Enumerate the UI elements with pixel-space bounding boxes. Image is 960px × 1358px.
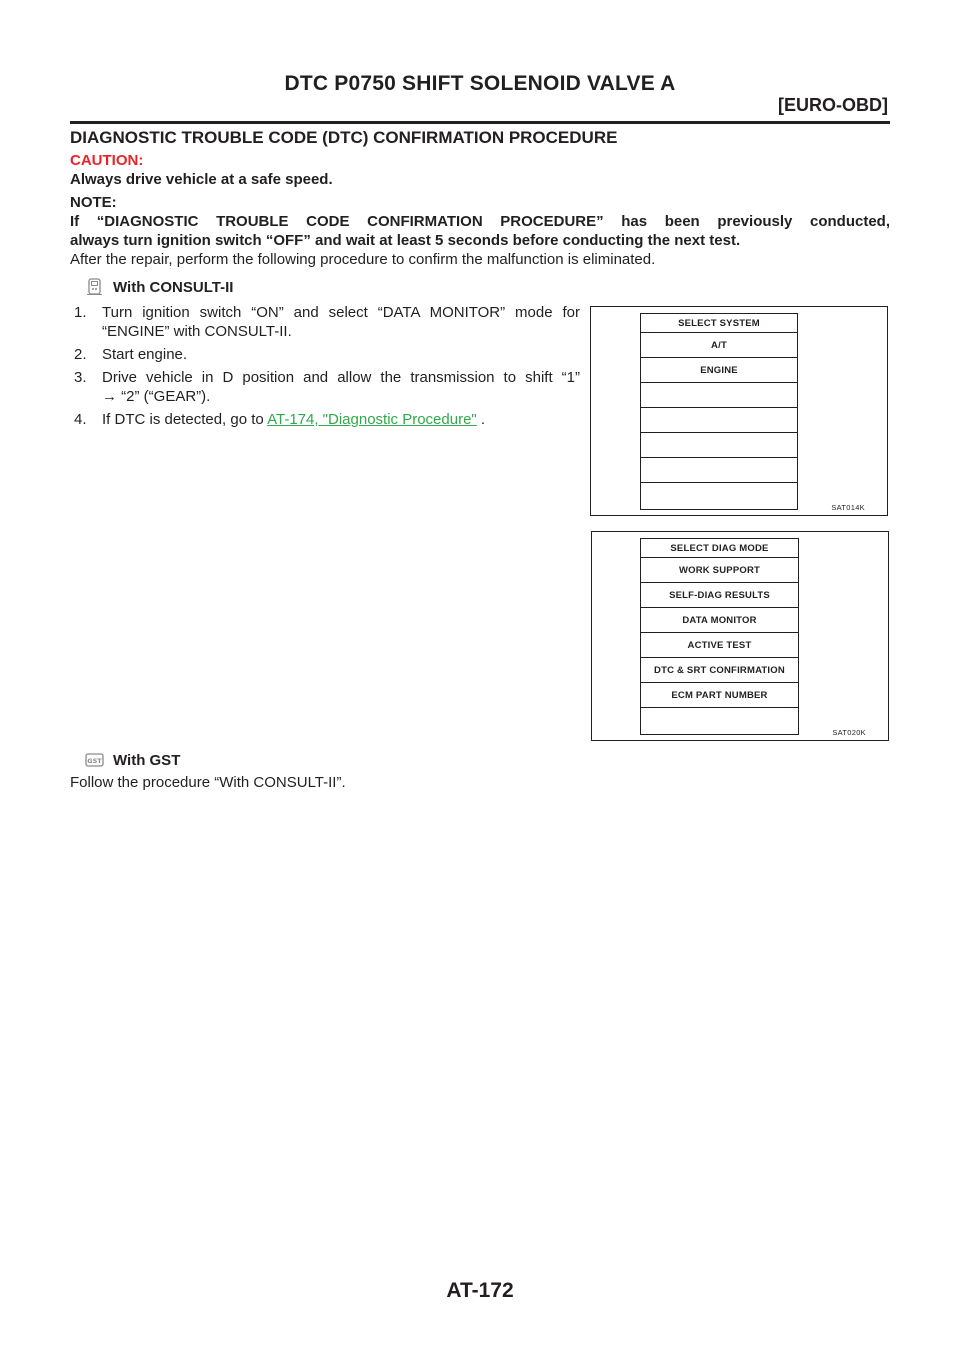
section-title: DIAGNOSTIC TROUBLE CODE (DTC) CONFIRMATION PROCEDURE: [70, 128, 618, 147]
step-text-line: Drive vehicle in D position and allow the transmission to shift “1”: [102, 369, 580, 386]
consult-heading-text: With CONSULT-II: [113, 278, 234, 296]
step-text-line: Turn ignition switch “ON” and select “DATA MONITOR” mode for: [102, 304, 580, 321]
gst-text: Follow the procedure “With CONSULT-II”.: [70, 774, 346, 791]
menu-item-active-test: ACTIVE TEST: [641, 633, 798, 658]
menu-item-self-diag-results: SELF-DIAG RESULTS: [641, 583, 798, 608]
figure-select-system: [590, 306, 888, 516]
intro-text: After the repair, perform the following procedure to confirm the malfunction is eliminated.: [70, 251, 656, 268]
menu-item-empty: [641, 408, 797, 433]
menu-item-dtc-srt-confirmation: DTC & SRT CONFIRMATION: [641, 658, 798, 683]
page-title: DTC P0750 SHIFT SOLENOID VALVE A: [284, 72, 676, 95]
gst-heading-text: With GST: [113, 751, 181, 769]
menu-item-empty: [641, 433, 797, 458]
caution-text: Always drive vehicle at a safe speed.: [70, 171, 333, 188]
select-system-screen: [640, 313, 798, 510]
step-text-suffix: .: [476, 411, 486, 428]
screen-header: SELECT SYSTEM: [641, 314, 797, 333]
menu-item-ecm-part-number: ECM PART NUMBER: [641, 683, 798, 708]
menu-item-empty: [641, 383, 797, 408]
diagnostic-procedure-link[interactable]: AT-174, "Diagnostic Procedure": [267, 411, 477, 428]
menu-item-empty: [641, 458, 797, 483]
step-text-line: → “2” (“GEAR”).: [102, 388, 211, 405]
step-number: 3.: [74, 369, 87, 386]
figure-id: SAT020K: [832, 728, 866, 737]
menu-item-empty: [641, 483, 797, 508]
caution-label: CAUTION:: [70, 152, 144, 169]
note-block: [70, 193, 890, 269]
caution-block: [70, 151, 890, 189]
note-line-2: always turn ignition switch “OFF” and wait at least 5 seconds before conducting the next test.: [70, 232, 741, 249]
gst-tool-icon: [84, 751, 106, 769]
menu-item-data-monitor: DATA MONITOR: [641, 608, 798, 633]
figure-id: SAT014K: [831, 503, 865, 512]
figure-select-diag-mode: [591, 531, 889, 741]
menu-item-engine: ENGINE: [641, 358, 797, 383]
header-rule: [70, 121, 890, 124]
step-text-line: “ENGINE” with CONSULT-II.: [102, 323, 292, 340]
consult-heading: [78, 278, 233, 296]
note-line-1: If “DIAGNOSTIC TROUBLE CODE CONFIRMATION PROCEDURE” has been previously conducted,: [70, 213, 890, 230]
menu-item-empty: [641, 708, 798, 733]
page-subtitle: [EURO-OBD]: [778, 95, 888, 115]
step-number: 2.: [74, 346, 87, 363]
step-number: 4.: [74, 411, 87, 428]
gst-heading: [78, 751, 180, 769]
page-number: AT-172: [446, 1279, 514, 1302]
note-label: NOTE:: [70, 194, 117, 211]
menu-item-work-support: WORK SUPPORT: [641, 558, 798, 583]
screen-header: SELECT DIAG MODE: [641, 539, 798, 558]
consult-tool-icon: [84, 278, 106, 296]
step-text-line: Start engine.: [102, 346, 188, 363]
step-text-prefix: If DTC is detected, go to: [102, 411, 268, 428]
svg-text:GST: GST: [87, 757, 102, 765]
step-number: 1.: [74, 304, 87, 321]
select-diag-mode-screen: [640, 538, 799, 735]
menu-item-at: A/T: [641, 333, 797, 358]
